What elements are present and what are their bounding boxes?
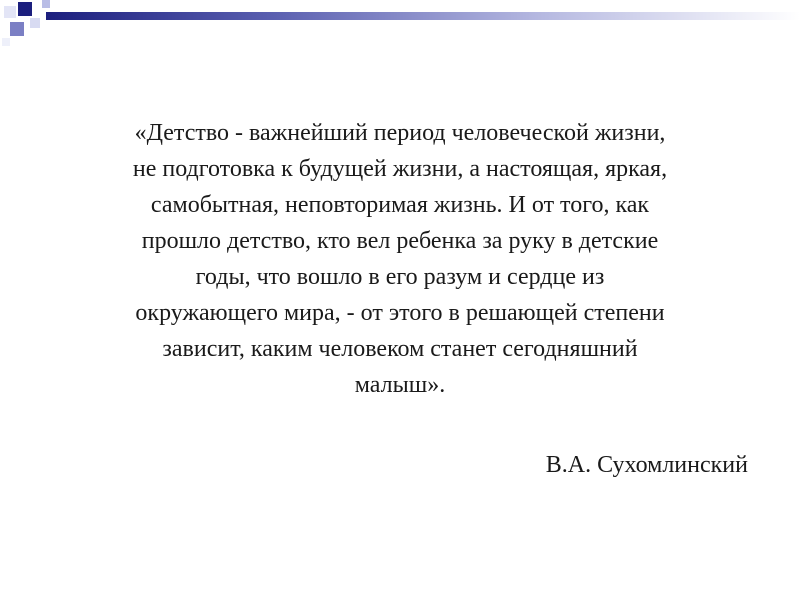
quote-line: малыш». — [354, 372, 446, 398]
quote-line: «Детство - важнейший период человеческой жизни, — [134, 120, 666, 146]
quote-text — [30, 115, 770, 403]
decor-square — [30, 18, 40, 28]
decor-square — [42, 0, 50, 8]
decor-square — [10, 22, 24, 36]
quote-line: окружающего мира, - от этого в решающей степени — [135, 300, 665, 326]
decor-square — [4, 6, 16, 18]
quote-line: не подготовка к будущей жизни, а настоящая, яркая, — [132, 156, 668, 182]
quote-line: годы, что вошло в его разум и сердце из — [195, 264, 605, 290]
decor-square — [2, 38, 10, 46]
quote-line: зависит, каким человеком станет сегодняшний — [162, 336, 638, 362]
quote-line: прошло детство, кто вел ребенка за руку в детские — [141, 228, 659, 254]
quote-line: самобытная, неповторимая жизнь. И от того, как — [150, 192, 650, 218]
decor-square — [18, 2, 32, 16]
quote-author: В.А. Сухомлинский — [545, 452, 748, 478]
gradient-bar — [46, 12, 800, 20]
header-decoration — [0, 0, 800, 48]
